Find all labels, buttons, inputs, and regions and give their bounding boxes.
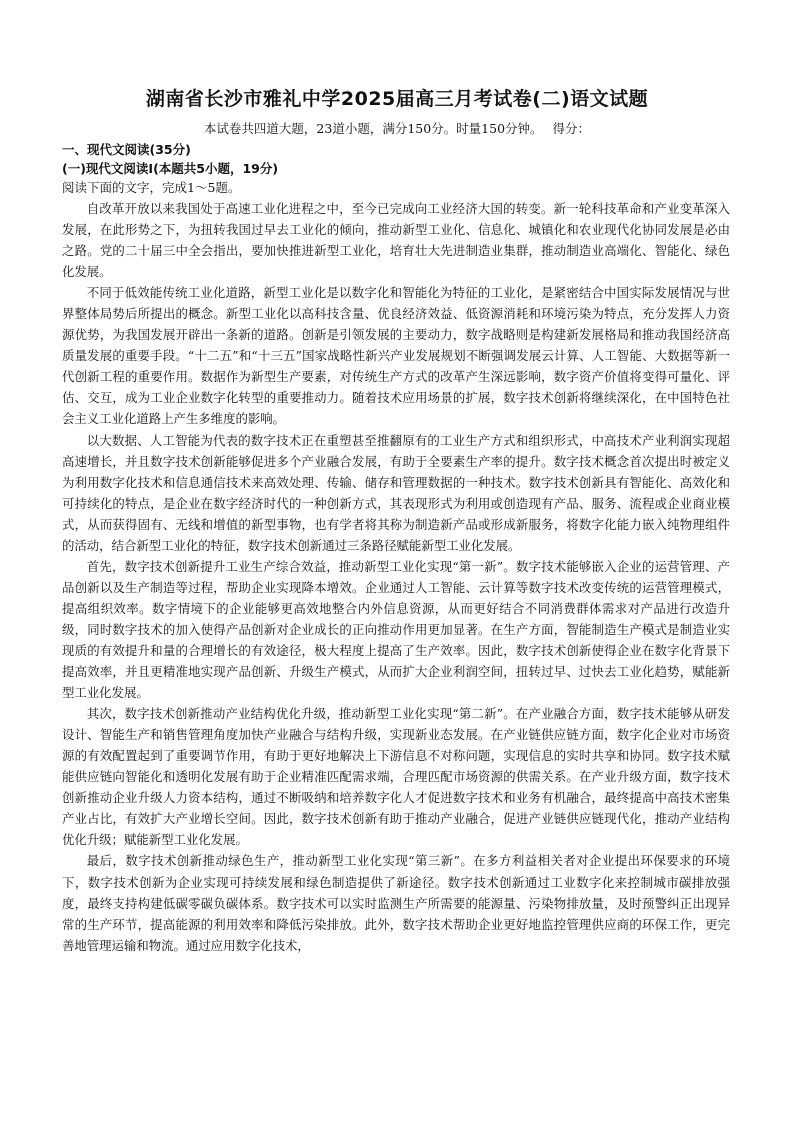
- exam-title: 湖南省长沙市雅礼中学2025届高三月考试卷(二)语文试题: [145, 88, 649, 110]
- section-heading: 一、现代文阅读(35分): [62, 142, 191, 157]
- passage-paragraph: 不同于低效能传统工业化道路，新型工业化是以数字化和智能化为特征的工业化，是紧密结合中国实际发展情况与世界整体局势后所提出的概念。新型工业化以高科技含量、优良经济效益、低资源消耗和环境污染为特点，充分发挥人力资源优势，为我国发展开辟出一条新的道路。创新是引领发展的主要动力，数字战略则是构建新发展格局和推动我国经济高质量发展的重要手段。“十二五”和“十三五”国家战略性新兴产业发展规划不断强调发展云计算、人工智能、大数据等新一代创新工程的重要作用。数据作为新型生产要素，对传统生产方式的改革产生深远影响，数字资产价值将变得可量化、评估、交互，成为工业企业数字化转型的重要推动力。随着技术应用场景的扩展，数字技术创新将继续深化，在中国特色社会主义工业化道路上产生多维度的影响。: [62, 285, 730, 427]
- reading-instruction: 阅读下面的文字，完成1～5题。: [62, 180, 241, 195]
- exam-info-text: 本试卷共四道大题，23道小题，满分150分。时量150分钟。: [203, 121, 543, 136]
- passage-paragraph: 以大数据、人工智能为代表的数字技术正在重塑甚至推翻原有的工业生产方式和组织形式，中高技术产业利润实现超高速增长，并且数字技术创新能够促进多个产业融合发展，有助于全要素生产率的提升。数字技术概念首次提出时被定义为利用数字化技术和信息通信技术来高效处理、传输、储存和管理数据的一种技术。数字技术创新具有智能化、高效化和可持续化的特点，是企业在数字经济时代的一种创新方式，其表现形式为利用或创造现有产品、服务、流程或企业商业模式，从而获得固有、无线和增值的新型事物，也有学者将其称为制造新产品或形成新服务，将数字化能力嵌入纯物理组件的活动，结合新型工业化的特征，数字技术创新通过三条路径赋能新型工业化发展。: [62, 432, 730, 553]
- passage-paragraph: 自改革开放以来我国处于高速工业化进程之中，至今已完成向工业经济大国的转变。新一轮科技革命和产业变革深入发展，在此形势之下，为扭转我国过早去工业化的倾向，推动新型工业化、信息化、城镇化和农业现代化协同发展是必由之路。党的二十届三中全会指出，要加快推进新型工业化，培育壮大先进制造业集群，推动制造业高端化、智能化、绿色化发展。: [62, 201, 730, 280]
- exam-info: [0, 119, 794, 137]
- score-label: 得分：: [552, 121, 591, 136]
- passage-paragraph: 首先，数字技术创新提升工业生产综合效益，推动新型工业化实现“第一新”。数字技术能够嵌入企业的运营管理、产品创新以及生产制造等过程，帮助企业实现降本增效。企业通过人工智能、云计算等数字技术改变传统的运营管理模式，提高组织效率。数字情境下的企业能够更高效地整合内外信息资源，从而更好结合不同消费群体需求对产品进行改造升级，同时数字技术的加入使得产品创新对企业成长的正向推动作用更加显著。在生产方面，智能制造生产模式是制造业实现质的有效提升和量的合理增长的有效途径，极大程度上提高了生产效率。因此，数字技术创新使得企业在数字化背景下提高效率，并且更精准地实现产品创新、升级生产模式，从而扩大企业利润空间，扭转过早、过快去工业化趋势，赋能新型工业化发展。: [62, 558, 730, 701]
- passage-paragraph: 其次，数字技术创新推动产业结构优化升级，推动新型工业化实现“第二新”。在产业融合方面，数字技术能够从研发设计、智能生产和销售管理角度加快产业融合与结构升级，实现新业态发展。在产业链供应链方面，数字化企业对市场资源的有效配置起到了重要调节作用，有助于更好地解决上下游信息不对称问题，实现信息的实时共享和协同。数字技术赋能供应链向智能化和透明化发展有助于企业精准匹配需求端，合理匹配市场资源的供需关系。在产业升级方面，数字技术创新推动企业升级人力资本结构，通过不断吸纳和培养数字化人才促进数字技术和业务有机融合，最终提高中高技术密集产业占比，有效扩大产业增长空间。因此，数字技术创新有助于推动产业融合，促进产业链供应链现代化，推动产业结构优化升级；赋能新型工业化发展。: [62, 706, 730, 848]
- passage: [62, 198, 730, 956]
- section-subheading: (一)现代文阅读I(本题共5小题，19分): [62, 161, 279, 176]
- passage-paragraph: 最后，数字技术创新推动绿色生产，推动新型工业化实现“第三新”。在多方利益相关者对企业提出环保要求的环境下，数字技术创新为企业实现可持续发展和绿色制造提供了新途径。数字技术创新通过工业数字化来控制城市碳排放强度，最终支持构建低碳零碳负碳体系。数字技术可以实时监测生产所需要的能源量、污染物排放量，及时预警纠正出现异常的生产环节，提高能源的利用效率和降低污染排放。此外，数字技术帮助企业更好地监控管理供应商的环保工作，更完善地管理运输和物流。通过应用数字化技术，: [62, 853, 730, 953]
